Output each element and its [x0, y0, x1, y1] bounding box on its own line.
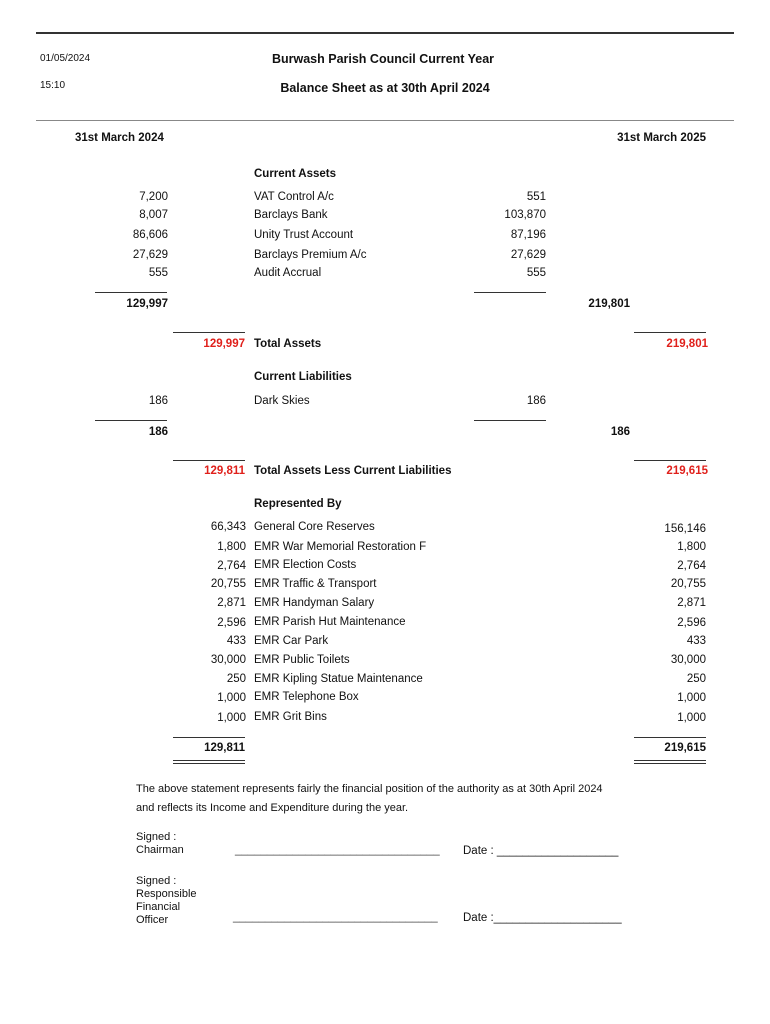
reserve-current-value: 2,764 [677, 560, 706, 572]
report-title: Burwash Parish Council Current Year [271, 52, 495, 66]
reserve-prior-value: 1,000 [217, 712, 246, 724]
reserve-prior-value: 20,755 [210, 578, 246, 590]
prior-year-heading: 31st March 2024 [75, 132, 164, 144]
reserve-prior-value: 2,596 [217, 617, 246, 629]
double-underline [173, 760, 245, 761]
rfo-signature-line[interactable]: ________________________________ [233, 911, 438, 923]
liabilities-subtotal-current: 186 [610, 426, 630, 438]
current-liabilities-heading: Current Liabilities [254, 371, 352, 383]
asset-current-value: 27,629 [510, 249, 546, 261]
represented-by-heading: Represented By [254, 498, 342, 510]
reserve-current-value: 1,800 [677, 541, 706, 553]
reserves-total-prior: 129,811 [204, 742, 245, 754]
total-rule [173, 460, 245, 461]
subtotal-rule [474, 420, 546, 421]
reserve-current-value: 1,000 [677, 712, 706, 724]
total-rule [173, 737, 245, 738]
reserve-label: EMR War Memorial Restoration F [254, 541, 427, 553]
reserves-total-current: 219,615 [664, 742, 706, 754]
liability-label: Dark Skies [254, 395, 310, 407]
top-rule [36, 32, 734, 34]
rfo-date-field[interactable]: Date :____________________ [463, 912, 622, 924]
asset-current-value: 555 [526, 267, 546, 279]
reserve-current-value: 30,000 [670, 654, 706, 666]
asset-current-value: 103,870 [504, 209, 546, 221]
total-rule [634, 737, 706, 738]
rfo-signed-label: Signed : Responsible Financial Officer [136, 875, 197, 926]
total-assets-prior: 129,997 [203, 338, 245, 350]
current-assets-heading: Current Assets [254, 168, 337, 180]
reserve-label: EMR Traffic & Transport [254, 578, 377, 590]
reserve-label: EMR Grit Bins [254, 711, 327, 723]
double-underline [634, 760, 706, 761]
reserve-current-value: 2,596 [677, 617, 706, 629]
asset-label: VAT Control A/c [254, 191, 334, 203]
reserve-prior-value: 30,000 [210, 654, 246, 666]
reserve-prior-value: 433 [226, 635, 246, 647]
statement-line-2: and reflects its Income and Expenditure during the year. [136, 802, 409, 814]
asset-prior-value: 7,200 [139, 191, 168, 203]
reserve-current-value: 1,000 [677, 692, 706, 704]
liability-current-value: 186 [526, 395, 546, 407]
assets-subtotal-prior: 129,997 [126, 298, 168, 310]
asset-label: Audit Accrual [254, 267, 322, 279]
total-rule [634, 332, 706, 333]
reserve-current-value: 433 [686, 635, 706, 647]
chairman-signature-line[interactable]: ________________________________ [235, 844, 440, 856]
total-rule [634, 460, 706, 461]
subtotal-rule [95, 292, 167, 293]
reserve-current-value: 20,755 [670, 578, 706, 590]
subtotal-rule [95, 420, 167, 421]
chairman-signed-label: Signed : Chairman [136, 831, 184, 856]
double-underline [173, 763, 245, 764]
reserve-prior-value: 2,871 [217, 597, 246, 609]
reserve-current-value: 2,871 [677, 597, 706, 609]
current-year-heading: 31st March 2025 [617, 132, 706, 144]
liabilities-subtotal-prior: 186 [148, 426, 168, 438]
reserve-prior-value: 2,764 [217, 560, 246, 572]
total-rule [173, 332, 245, 333]
asset-prior-value: 555 [148, 267, 168, 279]
double-underline [634, 763, 706, 764]
reserve-label: EMR Handyman Salary [254, 597, 375, 609]
asset-prior-value: 27,629 [132, 249, 168, 261]
assets-subtotal-current: 219,801 [588, 298, 630, 310]
reserve-prior-value: 250 [226, 673, 246, 685]
asset-prior-value: 8,007 [139, 209, 168, 221]
statement-line-1: The above statement represents fairly the financial position of the authority as at 30th April 2024 [136, 783, 603, 795]
net-assets-prior: 129,811 [204, 465, 245, 477]
reserve-label: EMR Parish Hut Maintenance [254, 616, 406, 628]
liability-prior-value: 186 [148, 395, 168, 407]
reserve-prior-value: 1,800 [217, 541, 246, 553]
reserve-label: EMR Car Park [254, 635, 329, 647]
reserve-label: General Core Reserves [254, 521, 375, 533]
print-date: 01/05/2024 [40, 53, 91, 64]
reserve-prior-value: 1,000 [217, 692, 246, 704]
reserve-label: EMR Election Costs [254, 559, 357, 571]
asset-current-value: 87,196 [510, 229, 546, 241]
reserve-prior-value: 66,343 [210, 521, 246, 533]
reserve-label: EMR Telephone Box [254, 691, 359, 703]
asset-label: Barclays Premium A/c [254, 249, 367, 261]
reserve-label: EMR Public Toilets [254, 654, 350, 666]
reserve-label: EMR Kipling Statue Maintenance [254, 673, 423, 685]
total-assets-label: Total Assets [254, 338, 322, 350]
reserve-current-value: 250 [686, 673, 706, 685]
total-assets-current: 219,801 [666, 338, 708, 350]
asset-prior-value: 86,606 [132, 229, 168, 241]
reserve-current-value: 156,146 [664, 523, 706, 535]
asset-label: Barclays Bank [254, 209, 328, 221]
print-time: 15:10 [40, 80, 66, 91]
net-assets-label: Total Assets Less Current Liabilities [254, 465, 452, 477]
header-rule [36, 120, 734, 121]
subtotal-rule [474, 292, 546, 293]
asset-label: Unity Trust Account [254, 229, 354, 241]
asset-current-value: 551 [526, 191, 546, 203]
report-subtitle: Balance Sheet as at 30th April 2024 [280, 81, 490, 95]
net-assets-current: 219,615 [666, 465, 708, 477]
chairman-date-field[interactable]: Date : ___________________ [463, 845, 619, 857]
